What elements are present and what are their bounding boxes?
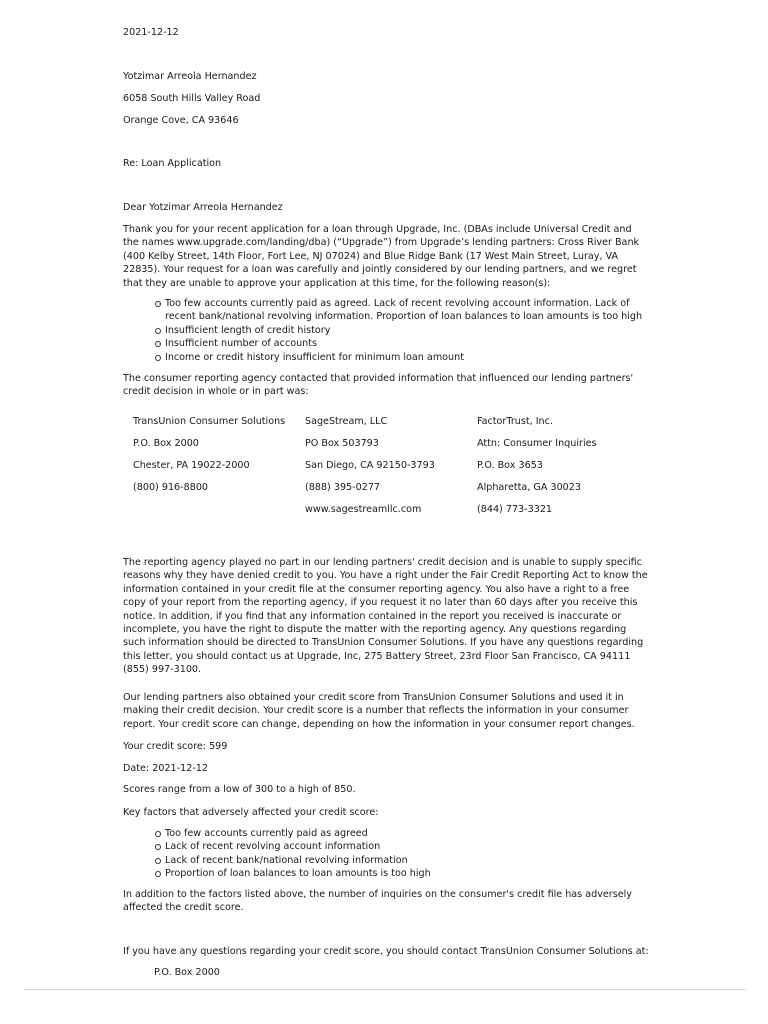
list-item: Too few accounts currently paid as agreed (155, 827, 645, 840)
bullet-icon (155, 858, 161, 864)
rights-paragraph: The reporting agency played no part in our lending partners' credit decision and is unable to supply specific reasons why they have denied credit to you. You have a right under the Fair Credit Reporting Act to know the information contained in your credit file at the consumer reporting agency. You also have a right to a free copy of your report from the reporting agency, if you request it no later than 60 days after you receive this notice. In addition, if you find that any information contained in the report you received is inaccurate or incomplete, you have the right to dispute the matter with the reporting agency. Any questions regarding such information should be directed to TransUnion Consumer Solutions. If you have any questions regarding this letter, you should contact us at Upgrade, Inc, 275 Battery Street, 23rd Floor San Francisco, CA 94111 (855) 997-3100. (123, 557, 648, 676)
agency-sagestream-box: PO Box 503793 (305, 438, 379, 449)
recipient-name: Yotzimar Arreola Hernandez (123, 71, 257, 82)
score-date: Date: 2021-12-12 (123, 763, 208, 774)
bullet-icon (155, 844, 161, 850)
letter-date: 2021-12-12 (123, 27, 179, 38)
list-item: Lack of recent bank/national revolving information (155, 854, 645, 867)
agency-transunion-city: Chester, PA 19022-2000 (133, 460, 250, 471)
agency-factortrust-box: P.O. Box 3653 (477, 460, 543, 471)
factors-heading: Key factors that adversely affected your credit score: (123, 807, 379, 818)
factors-list (155, 827, 645, 881)
agency-factortrust-name: FactorTrust, Inc. (477, 416, 553, 427)
recipient-city: Orange Cove, CA 93646 (123, 115, 239, 126)
agency-transunion-box: P.O. Box 2000 (133, 438, 199, 449)
list-item: Proportion of loan balances to loan amounts is too high (155, 867, 645, 880)
subject-line: Re: Loan Application (123, 158, 222, 169)
bullet-icon (155, 328, 161, 334)
agency-factortrust-phone: (844) 773-3321 (477, 504, 553, 515)
bullet-icon (155, 355, 161, 361)
agency-sagestream-phone: (888) 395-0277 (305, 482, 381, 493)
agency-sagestream-name: SageStream, LLC (305, 416, 388, 427)
bullet-icon (155, 301, 161, 307)
list-item: Lack of recent revolving account information (155, 840, 645, 853)
list-item: Insufficient length of credit history (155, 324, 645, 337)
agency-factortrust-city: Alpharetta, GA 30023 (477, 482, 581, 493)
salutation: Dear Yotzimar Arreola Hernandez (123, 202, 283, 213)
agency-intro: The consumer reporting agency contacted that provided information that influenced our lending partners' credit decision in whole or in part was: (123, 373, 634, 398)
intro-paragraph: Thank you for your recent application for a loan through Upgrade, Inc. (DBAs include Universal Credit and the names www.upgrade.com/landing/dba) (“Upgrade”) from Upgrade’s lending partners: Cross River Bank (400 Kelby Street, 14th Floor, Fort Lee, NJ 07024) and Blue Ridge Bank (17 West Main Street, Luray, VA 22835). Your request for a loan was carefully and jointly considered by our lending partners, and we regret that they are unable to approve your application at this time, for the following reason(s): (123, 224, 640, 289)
contact-address: P.O. Box 2000 (154, 967, 220, 978)
agency-transunion-phone: (800) 916-8800 (133, 482, 209, 493)
credit-score: Your credit score: 599 (123, 741, 228, 752)
reasons-list (155, 297, 645, 364)
bullet-icon (155, 341, 161, 347)
list-item: Insufficient number of accounts (155, 337, 645, 350)
agency-transunion-name: TransUnion Consumer Solutions (133, 416, 286, 427)
page-divider (24, 989, 746, 990)
agency-factortrust-attn: Attn: Consumer Inquiries (477, 438, 597, 449)
list-item: Income or credit history insufficient for minimum loan amount (155, 351, 645, 364)
contact-line: If you have any questions regarding your credit score, you should contact TransUnion Consumer Solutions at: (123, 946, 649, 957)
list-item: Too few accounts currently paid as agreed. Lack of recent revolving account information. Lack of recent bank/national revolving information. Proportion of loan balances to loan amounts is too high (155, 297, 645, 324)
bullet-icon (155, 831, 161, 837)
agency-sagestream-website: www.sagestreamllc.com (305, 504, 422, 515)
recipient-street: 6058 South Hills Valley Road (123, 93, 261, 104)
agency-sagestream-city: San Diego, CA 92150-3793 (305, 460, 435, 471)
score-range: Scores range from a low of 300 to a high of 850. (123, 784, 356, 795)
inquiries-paragraph: In addition to the factors listed above, the number of inquiries on the consumer's credit file has adversely affected the credit score. (123, 889, 632, 914)
score-intro-paragraph: Our lending partners also obtained your credit score from TransUnion Consumer Solutions and used it in making their credit decision. Your credit score is a number that reflects the information in your consumer report. Your credit score can change, depending on how the information in your consumer report changes. (123, 692, 635, 730)
bullet-icon (155, 871, 161, 877)
